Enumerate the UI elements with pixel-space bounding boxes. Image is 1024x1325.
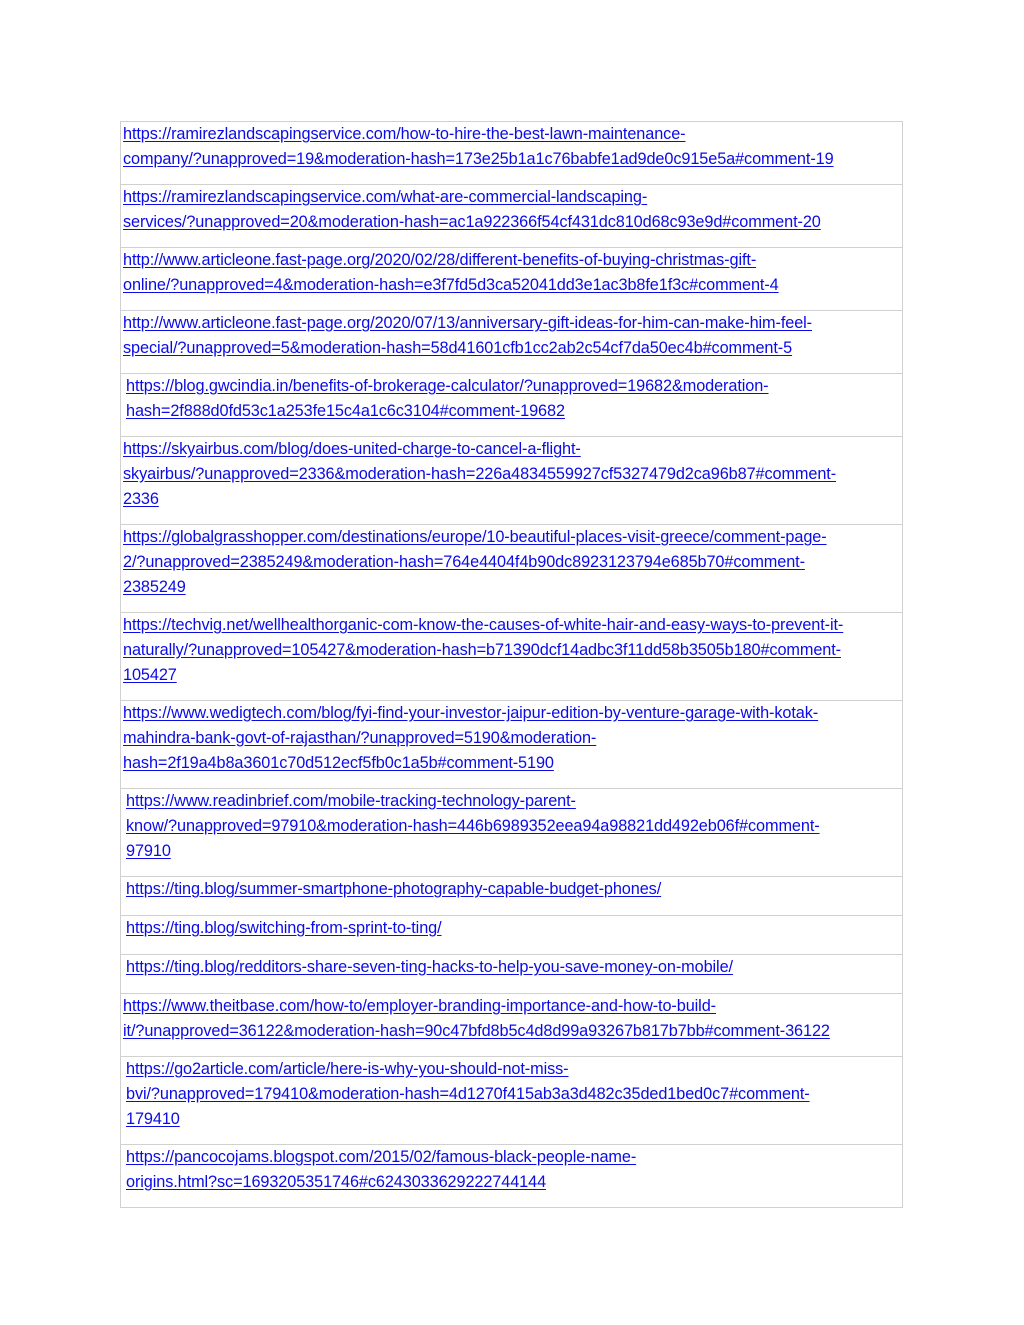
links-table xyxy=(120,121,903,1208)
link[interactable]: https://blog.gwcindia.in/benefits-of-brokerage-calculator/?unapproved=19682&moderation- hash=2f888d0fd53c1a253fe15c4a1c6c3104#comment-19682 xyxy=(126,377,769,420)
table-row xyxy=(121,525,903,613)
link[interactable]: https://www.theitbase.com/how-to/employer-branding-importance-and-how-to-build- it/?unapproved=36122&moderation-hash=90c47bfd8b5c4d8d99a93267b817b7bb#comment-36122 xyxy=(123,997,830,1040)
table-row xyxy=(121,185,903,248)
table-row xyxy=(121,877,903,916)
link[interactable]: https://ramirezlandscapingservice.com/how-to-hire-the-best-lawn-maintenance- company/?unapproved=19&moderation-hash=173e25b1a1c76babfe1ad9de0c915e5a#comment-19 xyxy=(123,125,834,168)
table-row xyxy=(121,1145,903,1208)
link[interactable]: https://www.readinbrief.com/mobile-tracking-technology-parent- know/?unapproved=97910&moderation-hash=446b6989352eea94a98821dd492eb06f#comment- 97910 xyxy=(126,792,820,860)
table-row xyxy=(121,1057,903,1145)
table-row xyxy=(121,437,903,525)
link[interactable]: http://www.articleone.fast-page.org/2020/07/13/anniversary-gift-ideas-for-him-can-make-him-feel- special/?unapproved=5&moderation-hash=58d41601cfb1cc2ab2c54cf7da50ec4b#comment-5 xyxy=(123,314,812,357)
link[interactable]: https://ting.blog/redditors-share-seven-ting-hacks-to-help-you-save-money-on-mobile/ xyxy=(126,958,733,976)
table-row xyxy=(121,122,903,185)
link[interactable]: https://techvig.net/wellhealthorganic-com-know-the-causes-of-white-hair-and-easy-ways-to-prevent-it- naturally/?unapproved=105427&moderation-hash=b71390dcf14adbc3f11dd58b3505b180#comment- 105427 xyxy=(123,616,844,684)
link[interactable]: https://ting.blog/summer-smartphone-photography-capable-budget-phones/ xyxy=(126,880,662,898)
table-row xyxy=(121,701,903,789)
table-row xyxy=(121,994,903,1057)
table-row xyxy=(121,374,903,437)
table-row xyxy=(121,311,903,374)
link[interactable]: https://pancocojams.blogspot.com/2015/02/famous-black-people-name- origins.html?sc=1693205351746#c6243033629222744144 xyxy=(126,1148,637,1191)
table-row xyxy=(121,789,903,877)
table-row xyxy=(121,955,903,994)
link[interactable]: https://ramirezlandscapingservice.com/what-are-commercial-landscaping- services/?unapproved=20&moderation-hash=ac1a922366f54cf431dc810d68c93e9d#comment-20 xyxy=(123,188,821,231)
link[interactable]: https://www.wedigtech.com/blog/fyi-find-your-investor-jaipur-edition-by-venture-garage-with-kotak- mahindra-bank-govt-of-rajasthan/?unapproved=5190&moderation- hash=2f19a4b8a3601c70d512ecf5fb0c1a5b#comment-5190 xyxy=(123,704,819,772)
table-row xyxy=(121,916,903,955)
table-row xyxy=(121,613,903,701)
link[interactable]: https://ting.blog/switching-from-sprint-to-ting/ xyxy=(126,919,442,937)
table-row xyxy=(121,248,903,311)
link[interactable]: https://globalgrasshopper.com/destinations/europe/10-beautiful-places-visit-greece/comment-page- 2/?unapproved=2385249&moderation-hash=764e4404f4b90dc8923123794e685b70#comment- 2385249 xyxy=(123,528,827,596)
link[interactable]: https://skyairbus.com/blog/does-united-charge-to-cancel-a-flight- skyairbus/?unapproved=2336&moderation-hash=226a4834559927cf5327479d2ca96b87#comment- 2336 xyxy=(123,440,837,508)
link[interactable]: http://www.articleone.fast-page.org/2020/02/28/different-benefits-of-buying-christmas-gift- online/?unapproved=4&moderation-hash=e3f7fd5d3ca52041dd3e1ac3b8fe1f3c#comment-4 xyxy=(123,251,779,294)
link[interactable]: https://go2article.com/article/here-is-why-you-should-not-miss- bvi/?unapproved=179410&moderation-hash=4d1270f415ab3a3d482c35ded1bed0c7#comment- 179410 xyxy=(126,1060,810,1128)
